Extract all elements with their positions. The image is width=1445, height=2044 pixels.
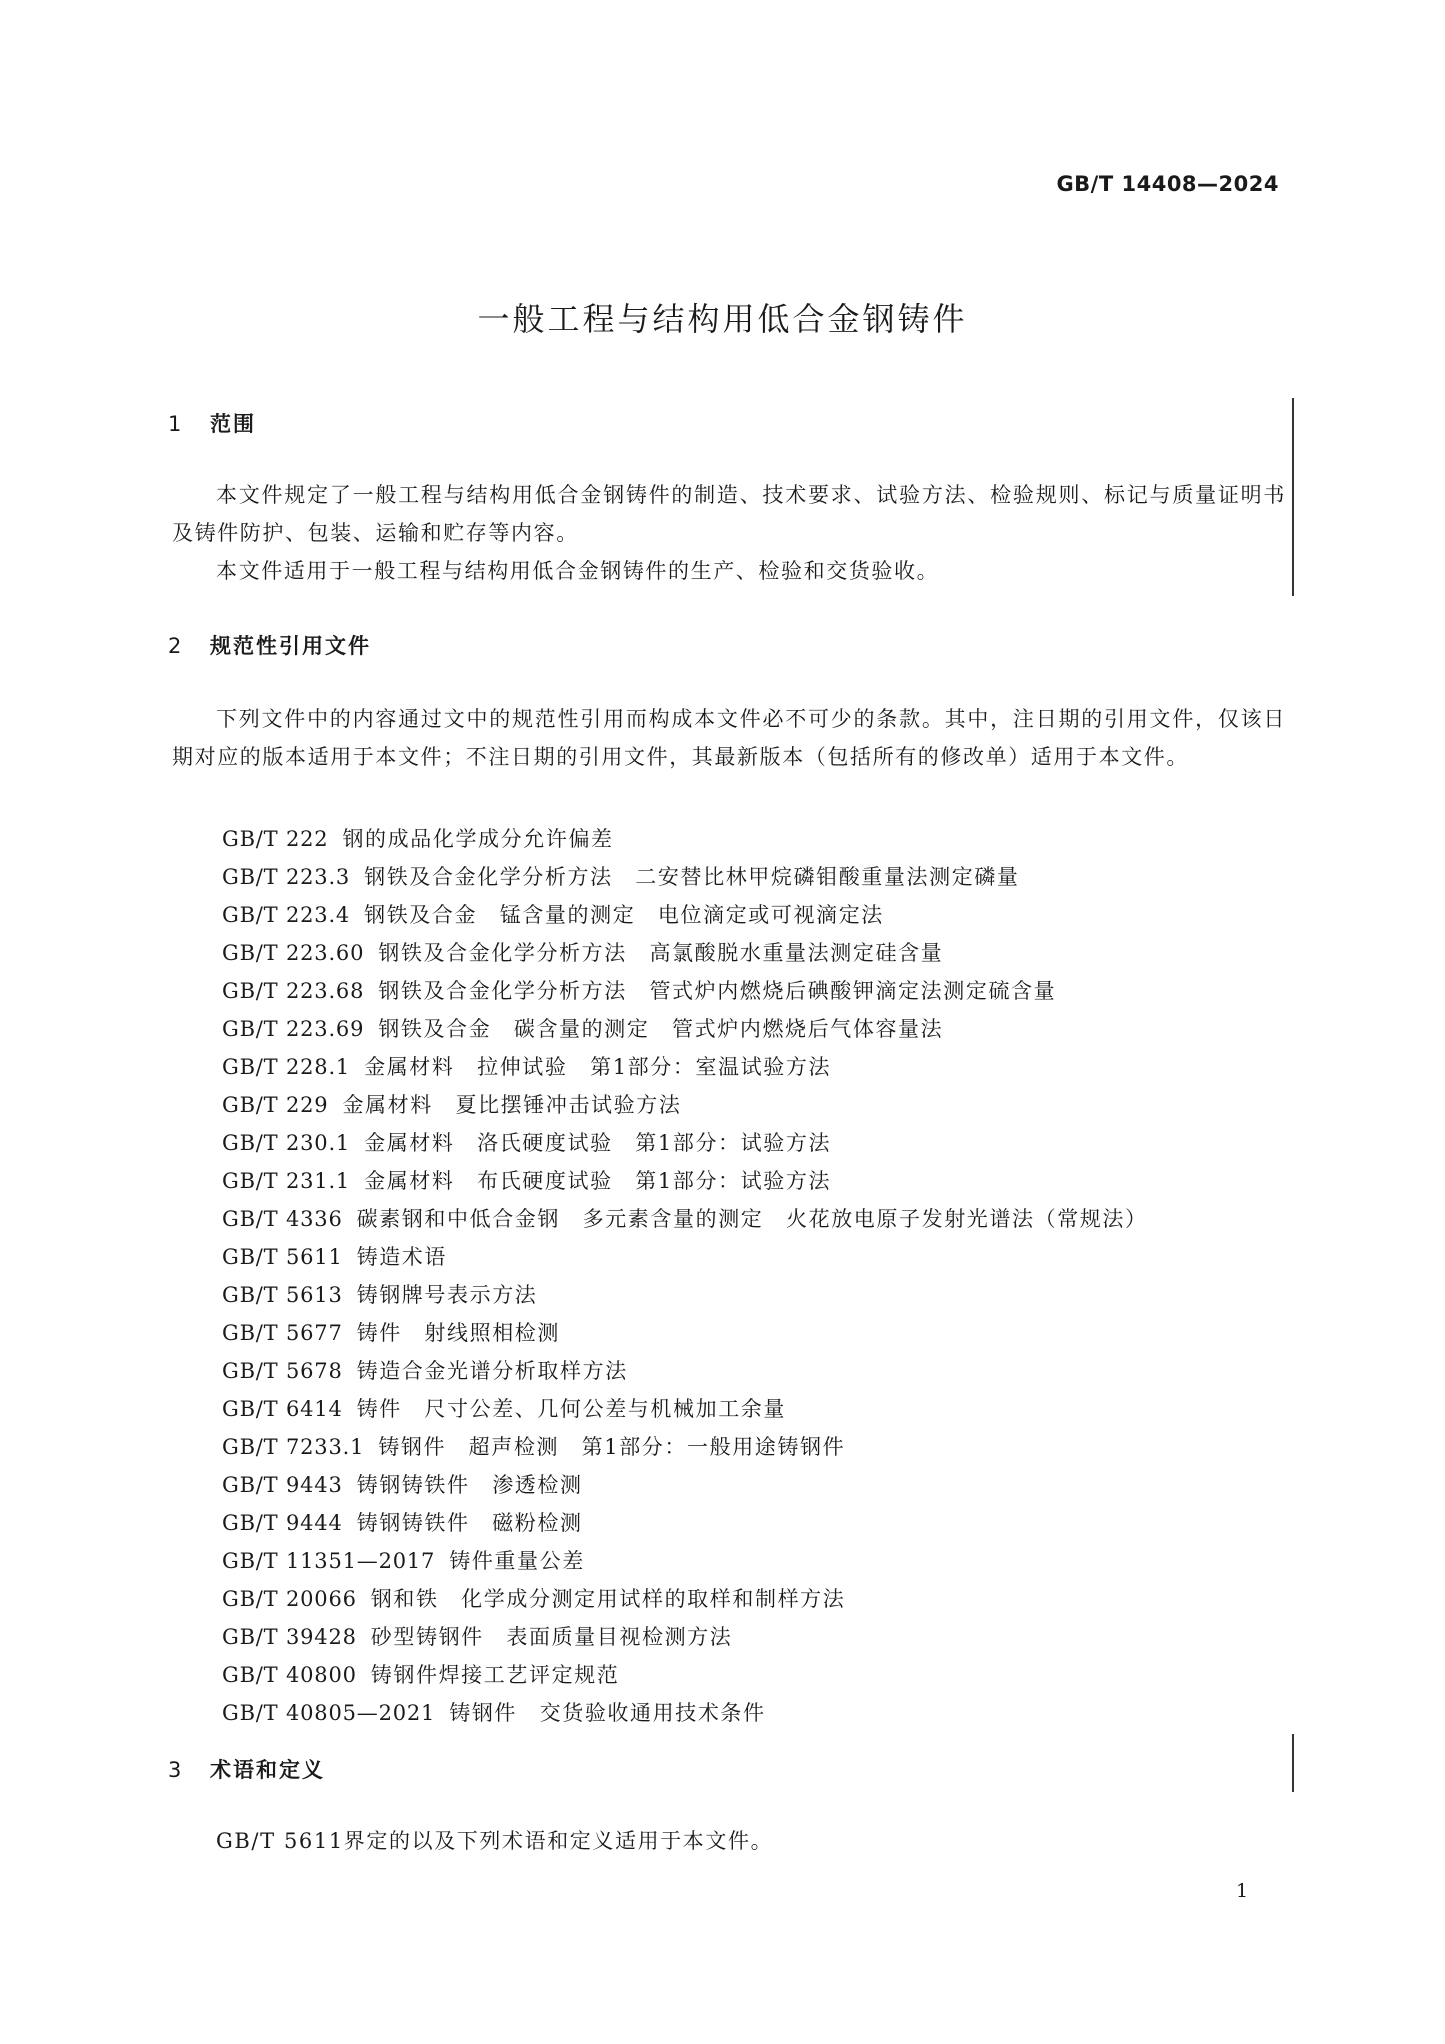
reference-item [222, 1086, 1148, 1124]
reference-code: GB/T 231.1 [222, 1169, 351, 1193]
reference-code: GB/T 228.1 [222, 1055, 351, 1079]
section-3-heading [168, 1754, 325, 1784]
reference-code: GB/T 222 [222, 827, 329, 851]
reference-code: GB/T 223.4 [222, 903, 351, 927]
normative-references-intro: 下列文件中的内容通过文中的规范性引用而构成本文件必不可少的条款。其中，注日期的引用文件，仅该日期对应的版本适用于本文件；不注日期的引用文件，其最新版本（包括所有的修改单）适用于本文件。 [172, 707, 1286, 769]
reference-code: GB/T 39428 [222, 1625, 357, 1649]
section-number: 2 [168, 634, 184, 658]
section-number: 1 [168, 412, 184, 436]
reference-code: GB/T 223.68 [222, 979, 365, 1003]
section-number: 3 [168, 1758, 184, 1782]
reference-item [222, 1124, 1148, 1162]
reference-item [222, 1618, 1148, 1656]
reference-item [222, 1428, 1148, 1466]
reference-title: 金属材料 拉伸试验 第1部分：室温试验方法 [364, 1055, 832, 1079]
section-2-heading [168, 630, 371, 660]
reference-title: 铸造术语 [356, 1245, 448, 1269]
reference-title: 砂型铸钢件 表面质量目视检测方法 [370, 1625, 733, 1649]
reference-title: 钢的成品化学成分允许偏差 [342, 827, 614, 851]
reference-code: GB/T 5611 [222, 1245, 343, 1269]
change-bar [1292, 398, 1294, 596]
page-number: 1 [1236, 1880, 1249, 1902]
reference-code: GB/T 223.69 [222, 1017, 365, 1041]
reference-item [222, 1466, 1148, 1504]
scope-paragraph-2: 本文件适用于一般工程与结构用低合金钢铸件的生产、检验和交货验收。 [216, 559, 940, 583]
reference-code: GB/T 223.60 [222, 941, 365, 965]
reference-code: GB/T 20066 [222, 1587, 357, 1611]
section-title: 术语和定义 [210, 1758, 325, 1782]
document-title: 一般工程与结构用低合金钢铸件 [477, 300, 968, 338]
reference-title: 金属材料 布氏硬度试验 第1部分：试验方法 [364, 1169, 832, 1193]
reference-item [222, 1390, 1148, 1428]
reference-item [222, 1580, 1148, 1618]
reference-code: GB/T 5613 [222, 1283, 343, 1307]
reference-title: 铸钢件焊接工艺评定规范 [370, 1663, 620, 1687]
section-title: 规范性引用文件 [210, 634, 371, 658]
reference-title: 金属材料 夏比摆锤冲击试验方法 [342, 1093, 682, 1117]
reference-title: 铸件 尺寸公差、几何公差与机械加工余量 [356, 1397, 787, 1421]
reference-code: GB/T 6414 [222, 1397, 343, 1421]
reference-title: 铸钢牌号表示方法 [356, 1283, 538, 1307]
reference-code: GB/T 5677 [222, 1321, 343, 1345]
reference-code: GB/T 229 [222, 1093, 329, 1117]
reference-item [222, 1314, 1148, 1352]
reference-code: GB/T 223.3 [222, 865, 351, 889]
reference-code: GB/T 11351—2017 [222, 1549, 436, 1573]
reference-title: 铸钢件 超声检测 第1部分：一般用途铸钢件 [378, 1435, 846, 1459]
reference-title: 钢铁及合金化学分析方法 管式炉内燃烧后碘酸钾滴定法测定硫含量 [378, 979, 1057, 1003]
reference-item [222, 972, 1148, 1010]
reference-item [222, 1694, 1148, 1732]
scope-paragraph-1: 本文件规定了一般工程与结构用低合金钢铸件的制造、技术要求、试验方法、检验规则、标记与质量证明书及铸件防护、包装、运输和贮存等内容。 [172, 483, 1286, 545]
reference-title: 钢铁及合金 锰含量的测定 电位滴定或可视滴定法 [364, 903, 884, 927]
reference-code: GB/T 9443 [222, 1473, 343, 1497]
reference-item [222, 820, 1148, 858]
reference-item [222, 1200, 1148, 1238]
reference-title: 铸造合金光谱分析取样方法 [356, 1359, 628, 1383]
reference-item [222, 1162, 1148, 1200]
reference-title: 碳素钢和中低合金钢 多元素含量的测定 火花放电原子发射光谱法（常规法） [356, 1207, 1148, 1231]
reference-title: 铸钢铸铁件 渗透检测 [356, 1473, 583, 1497]
section-1-heading [168, 408, 256, 438]
reference-item [222, 896, 1148, 934]
reference-title: 钢铁及合金化学分析方法 高氯酸脱水重量法测定硅含量 [378, 941, 944, 965]
section-title: 范围 [210, 412, 256, 436]
reference-item [222, 1542, 1148, 1580]
terms-intro-paragraph: GB/T 5611界定的以及下列术语和定义适用于本文件。 [216, 1829, 774, 1853]
reference-item [222, 934, 1148, 972]
reference-title: 铸件重量公差 [449, 1549, 585, 1573]
reference-title: 钢铁及合金化学分析方法 二安替比林甲烷磷钼酸重量法测定磷量 [364, 865, 1020, 889]
reference-item [222, 1352, 1148, 1390]
reference-code: GB/T 9444 [222, 1511, 343, 1535]
standard-code: GB/T 14408—2024 [1056, 172, 1279, 196]
reference-code: GB/T 230.1 [222, 1131, 351, 1155]
reference-title: 钢和铁 化学成分测定用试样的取样和制样方法 [370, 1587, 846, 1611]
reference-item [222, 1048, 1148, 1086]
reference-item [222, 1238, 1148, 1276]
reference-code: GB/T 7233.1 [222, 1435, 365, 1459]
reference-item [222, 1504, 1148, 1542]
reference-item [222, 858, 1148, 896]
reference-title: 金属材料 洛氏硬度试验 第1部分：试验方法 [364, 1131, 832, 1155]
reference-title: 铸钢件 交货验收通用技术条件 [449, 1701, 766, 1725]
reference-code: GB/T 5678 [222, 1359, 343, 1383]
reference-title: 钢铁及合金 碳含量的测定 管式炉内燃烧后气体容量法 [378, 1017, 944, 1041]
reference-code: GB/T 4336 [222, 1207, 343, 1231]
reference-list [222, 820, 1148, 1732]
change-bar [1292, 1734, 1294, 1792]
reference-item [222, 1010, 1148, 1048]
reference-item [222, 1276, 1148, 1314]
reference-code: GB/T 40805—2021 [222, 1701, 436, 1725]
reference-title: 铸钢铸铁件 磁粉检测 [356, 1511, 583, 1535]
reference-title: 铸件 射线照相检测 [356, 1321, 561, 1345]
reference-item [222, 1656, 1148, 1694]
reference-code: GB/T 40800 [222, 1663, 357, 1687]
